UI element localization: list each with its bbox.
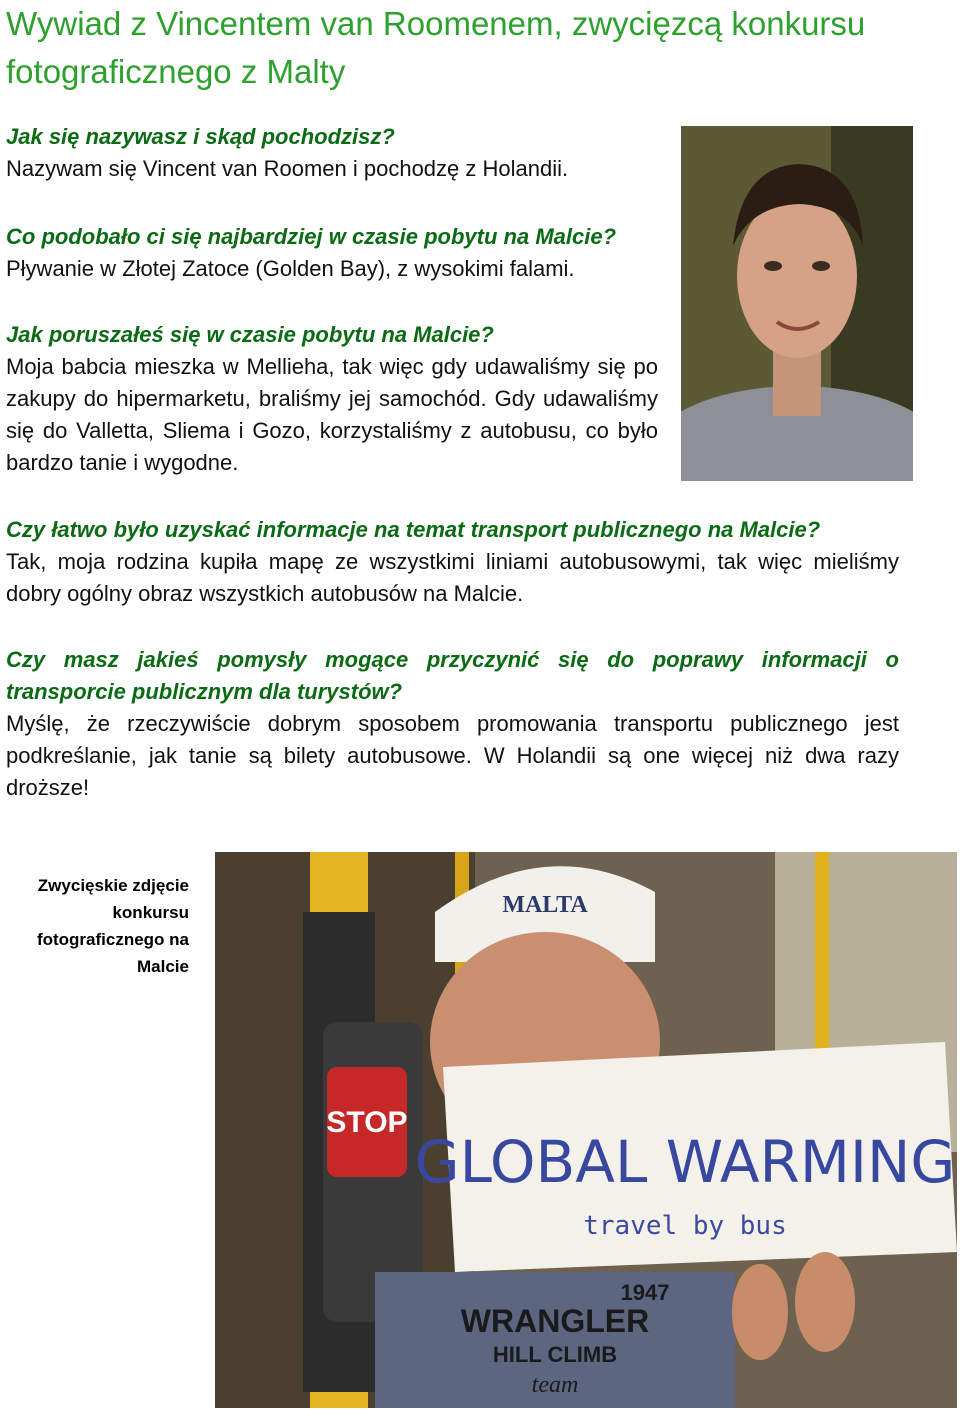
photo-caption: Zwycięskie zdjęcie konkursu fotograficznego na Malcie <box>36 876 189 976</box>
page-title: Wywiad z Vincentem van Roomenem, zwycięzcą konkursu fotograficznego z Malty <box>6 5 866 90</box>
qa-block-4 <box>6 514 899 610</box>
shirt-line-1: WRANGLER <box>460 1303 650 1339</box>
shirt-year: 1947 <box>620 1280 670 1305</box>
question-4: Czy łatwo było uzyskać informacje na temat transport publicznego na Malcie? <box>6 517 821 542</box>
question-5: Czy masz jakieś pomysły mogące przyczynić się do poprawy informacji o transporcie publicznym dla turystów? <box>6 647 899 704</box>
sign-line-2: travel by bus <box>583 1211 787 1241</box>
answer-2: Pływanie w Złotej Zatoce (Golden Bay), z wysokimi falami. <box>6 256 575 281</box>
portrait-photo <box>681 126 913 481</box>
shirt-line-2: HILL CLIMB <box>492 1342 618 1367</box>
winning-photo <box>215 852 957 1408</box>
qa-block-5 <box>6 644 899 804</box>
shirt-line-3: team <box>531 1372 579 1398</box>
answer-3: Moja babcia mieszka w Mellieha, tak więc gdy udawaliśmy się po zakupy do hipermarketu, braliśmy jej samochód. Gdy udawaliśmy się do Valletta, Sliema i Gozo, korzystaliśmy z autobusu, co było bardzo tanie i wygodne. <box>6 354 658 475</box>
answer-1: Nazywam się Vincent van Roomen i pochodzę z Holandii. <box>6 156 569 181</box>
answer-4: Tak, moja rodzina kupiła mapę ze wszystkimi liniami autobusowymi, tak więc mieliśmy dobry ogólny obraz wszystkich autobusów na Malcie. <box>6 549 899 606</box>
question-3: Jak poruszałeś się w czasie pobytu na Malcie? <box>6 322 494 347</box>
question-1: Jak się nazywasz i skąd pochodzisz? <box>6 124 395 149</box>
answer-5: Myślę, że rzeczywiście dobrym sposobem promowania transportu publicznego jest podkreślanie, jak tanie są bilety autobusowe. W Holandii są one więcej niż dwa razy droższe! <box>6 711 899 800</box>
qa-block-3 <box>6 319 658 479</box>
cap-text: MALTA <box>502 892 588 918</box>
sign-line-1: GLOBAL WARMING <box>414 1128 956 1196</box>
question-2: Co podobało ci się najbardziej w czasie pobytu na Malcie? <box>6 224 617 249</box>
stop-label: STOP <box>326 1106 408 1139</box>
